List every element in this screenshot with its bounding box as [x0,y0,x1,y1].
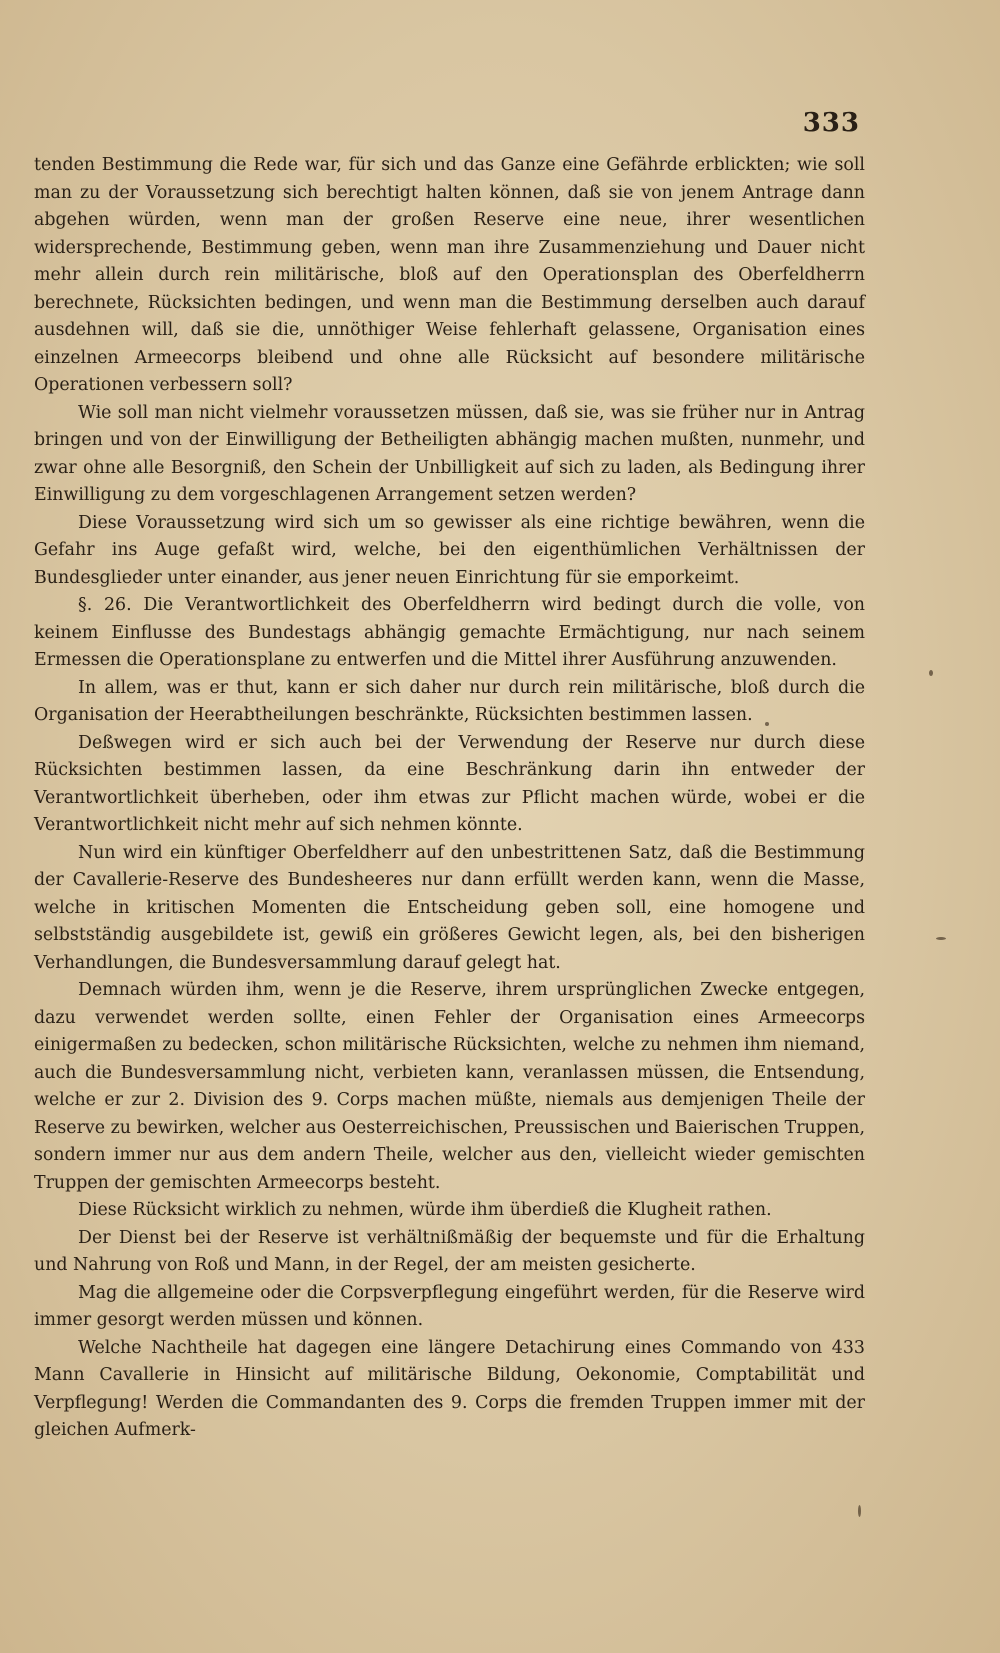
paragraph: Diese Rücksicht wirklich zu nehmen, würde ihm überdieß die Klugheit rathen. [78,1200,772,1220]
paragraph: Wie soll man nicht vielmehr voraussetzen müssen, daß sie, was sie früher nur in Antrag bringen und von der Einwilligung der Betheiligten abhängig machen mußten, nunmehr, und zwar ohne alle Besorgniß, den Schein der Unbilligkeit auf sich zu laden, als Bedingung ihrer Einwilligung zu dem vorgeschlagenen Arrangement setzen werden? [34,402,865,505]
paragraph: Deßwegen wird er sich auch bei der Verwendung der Reserve nur durch diese Rücksichten bestimmen lassen, da eine Beschränkung darin ihn entweder der Verantwortlichkeit überheben, oder ihm etwas zur Pflicht machen würde, wobei er die Verantwortlichkeit nicht mehr auf sich nehmen könnte. [34,732,865,835]
paragraph: Demnach würden ihm, wenn je die Reserve, ihrem ursprünglichen Zwecke entgegen, dazu verwendet werden sollte, einen Fehler der Organisation eines Armeecorps einigermaßen zu bedecken, schon militärische Rücksichten, welche zu nehmen ihm niemand, auch die Bundesversammlung nicht, verbieten kann, veranlassen müssen, die Entsendung, welche er zur 2. Division des 9. Corps machen müßte, niemals aus demjenigen Theile der Reserve zu bewirken, welcher aus Oesterreichischen, Preussischen und Baierischen Truppen, sondern immer nur aus dem andern Theile, welcher aus den, vielleicht wieder gemischten Truppen der gemischten Armeecorps besteht. [34,980,865,1193]
ink-speck [936,937,946,940]
ink-speck [929,670,933,676]
paragraph-section-26: §. 26. Die Verantwortlichkeit des Oberfeldherrn wird bedingt durch die volle, von keinem Einflusse des Bundestags abhängig gemachte Ermächtigung, nur nach seinem Ermessen die Operationsplane zu entwerfen und die Mittel ihrer Ausführung anzuwenden. [34,595,865,670]
paragraph: In allem, was er thut, kann er sich daher nur durch rein militärische, bloß durch die Organisation der Heerabtheilungen beschränkte, Rücksichten bestimmen lassen. [34,677,865,725]
paragraph: Der Dienst bei der Reserve ist verhältnißmäßig der bequemste und für die Erhaltung und Nahrung von Roß und Mann, in der Regel, der am meisten gesicherte. [34,1227,865,1275]
ink-speck [765,722,769,726]
body-text [34,152,865,1445]
page-number: 333 [802,108,860,138]
paragraph-continuation: tenden Bestimmung die Rede war, für sich und das Ganze eine Gefährde erblickten; wie soll man zu der Voraussetzung sich berechtigt halten können, daß sie von jenem Antrage dann abgehen würden, wenn man der großen Reserve eine neue, ihrer wesentlichen widersprechende, Bestimmung geben, wenn man ihre Zusammenziehung und Dauer nicht mehr allein durch rein militärische, bloß auf den Operationsplan des Oberfeldherrn berechnete, Rücksichten bedingen, und wenn man die Bestimmung derselben auch darauf ausdehnen will, daß sie die, unnöthiger Weise fehlerhaft gelassene, Organisation eines einzelnen Armeecorps bleibend und ohne alle Rücksicht auf besondere militärische Operationen verbessern soll? [34,155,865,395]
paragraph-last: Welche Nachtheile hat dagegen eine längere Detachirung eines Commando von 433 Mann Cavallerie in Hinsicht auf militärische Bildung, Oekonomie, Comptabilität und Verpflegung! Werden die Commandanten des 9. Corps die fremden Truppen immer mit der gleichen Aufmerk- [34,1337,865,1440]
ink-speck [858,1505,861,1517]
paragraph: Nun wird ein künftiger Oberfeldherr auf den unbestrittenen Satz, daß die Bestimmung der Cavallerie-Reserve des Bundesheeres nur dann erfüllt werden kann, wenn die Masse, welche in kritischen Momenten die Entscheidung geben soll, eine homogene und selbstständig ausgebildete ist, gewiß ein größeres Gewicht legen, als, bei den bisherigen Verhandlungen, die Bundesversammlung darauf gelegt hat. [34,842,865,973]
paragraph: Diese Voraussetzung wird sich um so gewisser als eine richtige bewähren, wenn die Gefahr ins Auge gefaßt wird, welche, bei den eigenthümlichen Verhältnissen der Bundesglieder unter einander, aus jener neuen Einrichtung für sie emporkeimt. [34,512,865,588]
paragraph: Mag die allgemeine oder die Corpsverpflegung eingeführt werden, für die Reserve wird immer gesorgt werden müssen und können. [34,1282,865,1330]
